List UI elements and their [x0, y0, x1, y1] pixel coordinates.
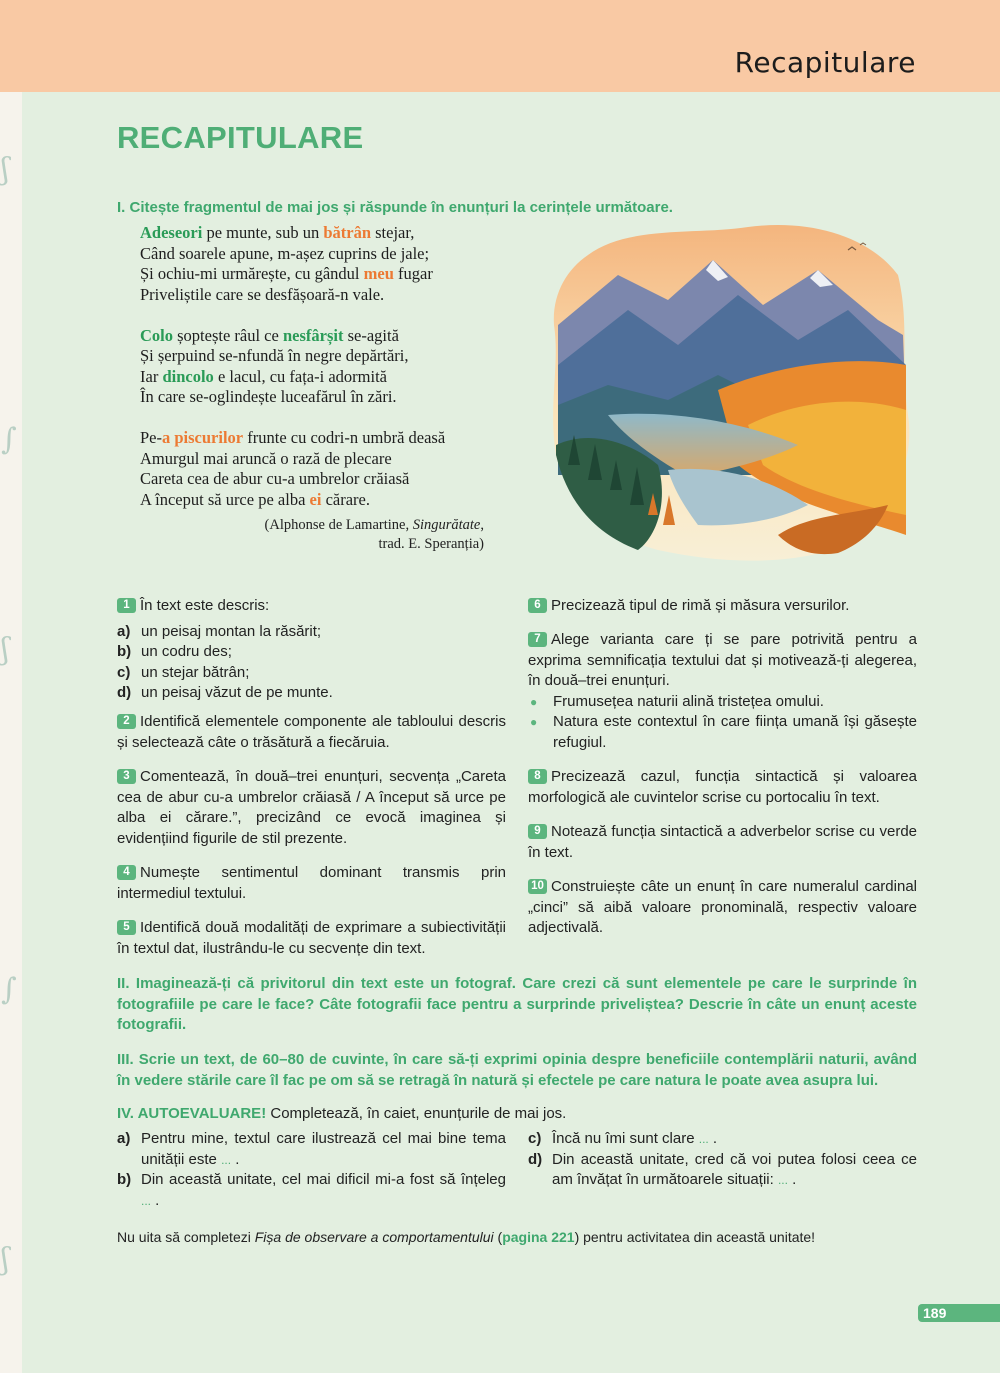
poem	[140, 223, 520, 531]
question-10: 10 Construiește câte un enunț în care numeralul cardinal „cinci” să aibă valoare pronominală, respectiv valoare adjectivală.	[528, 878, 917, 936]
decorative-glyph: ∫	[1, 972, 17, 1007]
poem-line: Și șerpuind se-nfundă în negre depărtări,	[140, 346, 409, 365]
poem-line: Adeseori pe munte, sub un bătrân stejar,	[140, 223, 415, 242]
poem-stanza	[140, 326, 520, 408]
self-eval-right	[528, 1129, 917, 1191]
poem-source: (Alphonse de Lamartine, Singurătate, trad. E. Speranția)	[264, 517, 484, 552]
question-number: 8	[528, 769, 547, 784]
page-title: RECAPITULARE	[117, 120, 364, 155]
section-4-heading: IV. AUTOEVALUARE! Completează, în caiet, enunțurile de mai jos.	[117, 1105, 567, 1122]
question-9: 9 Notează funcția sintactică a adverbelor scrise cu verde în text.	[528, 823, 917, 861]
self-eval-b: b) Din această unitate, cel mai dificil mi-a fost să înțeleg ... .	[117, 1171, 506, 1209]
question-number: 1	[117, 598, 136, 613]
header-band	[0, 0, 1000, 92]
poem-line: Amurgul mai aruncă o rază de plecare	[140, 448, 392, 468]
poem-line: Pe-a piscurilor frunte cu codri-n umbră deasă	[140, 428, 446, 447]
bullet-item: ● Natura este contextul în care ființa umană își găsește refugiul.	[528, 712, 917, 753]
self-eval-d: d) Din această unitate, cred că voi putea folosi ceea ce am învățat în următoarele situații: ... .	[528, 1150, 917, 1188]
decorative-glyph: ʃ	[1, 1242, 10, 1277]
question-2: 2 Identifică elementele componente ale tabloului descris și selectează câte o trăsătură a fiecăruia.	[117, 713, 506, 751]
section-3: III. Scrie un text, de 60–80 de cuvinte, în care să-ți exprimi opinia despre beneficiile contemplării naturii, având în vedere stările care îl fac pe om să se retragă în natură și efectele pe care natura le poate avea asupra lui.	[117, 1051, 917, 1089]
question-number: 10	[528, 879, 547, 894]
question-number: 9	[528, 824, 547, 839]
poem-line: Careta cea de abur cu-a umbrelor crăiasă	[140, 469, 410, 488]
section-2: II. Imaginează-ți că privitorul din text este un fotograf. Care crezi că sunt elementele pe care le surprinde în fotografiile pe care le face? Câte fotografii face pentru a surprinde priveliștea? Descrie în câte un enunț aceste fotografii.	[117, 975, 917, 1033]
question-number: 6	[528, 598, 547, 613]
poem-line: Când soarele apune, m-așez cuprins de jale;	[140, 243, 430, 263]
option-a: a) un peisaj montan la răsărit;	[117, 622, 322, 640]
poem-line: A început să urce pe alba ei cărare.	[140, 489, 370, 509]
self-eval-a: a) Pentru mine, textul care ilustrează cel mai bine tema unității este ... .	[117, 1130, 506, 1168]
question-1: 1 În text este descris: a) un peisaj montan la răsărit; b) un codru des; c) un stejar bătrân; d) un peisaj văzut de pe munte.	[117, 596, 506, 704]
option-c: c) un stejar bătrân;	[117, 663, 250, 681]
footer-note: Nu uita să completezi Fișa de observare a comportamentului (pagina 221) pentru activitatea din această unitate!	[117, 1229, 816, 1245]
question-number: 4	[117, 865, 136, 880]
question-8: 8 Precizează cazul, funcția sintactică și valoarea morfologică ale cuvintelor scrise cu portocaliu în text.	[528, 768, 917, 806]
decorative-side-strip	[0, 92, 22, 1373]
bullet-dot-icon: ●	[530, 694, 538, 709]
page-number: 189	[918, 1304, 1000, 1322]
decorative-glyph: ʃ	[1, 152, 10, 187]
self-eval-c: c) Încă nu îmi sunt clare ... .	[528, 1130, 718, 1147]
header-label: Recapitulare	[734, 46, 916, 79]
bullet-item: ● Frumusețea naturii alină tristețea omului.	[528, 692, 917, 713]
self-eval-left	[117, 1129, 506, 1211]
question-number: 2	[117, 714, 136, 729]
option-b: b) un codru des;	[117, 643, 232, 660]
bullet-dot-icon: ●	[530, 715, 538, 729]
question-number: 5	[117, 920, 136, 935]
decorative-glyph: ʃ	[1, 632, 10, 667]
poem-stanza	[140, 223, 520, 305]
question-4: 4 Numește sentimentul dominant transmis prin intermediul textului.	[117, 864, 506, 902]
question-5: 5 Identifică două modalități de exprimare a subiectivității în textul dat, ilustrându-le cu secvențe din text.	[117, 919, 506, 957]
question-number: 7	[528, 632, 547, 647]
poem-stanza	[140, 428, 520, 510]
option-d: d) un peisaj văzut de pe munte.	[117, 684, 333, 701]
poem-line: Colo șoptește râul ce nesfârșit se-agită	[140, 325, 399, 345]
mountain-landscape-illustration	[548, 215, 914, 570]
decorative-glyph: ∫	[1, 422, 17, 457]
poem-line: Și ochiu-mi urmărește, cu gândul meu fugar	[140, 264, 433, 283]
section-1-instruction: I. Citește fragmentul de mai jos și răspunde în enunțuri la cerințele următoare.	[117, 199, 673, 216]
poem-line: Priveliștile care se desfășoară-n vale.	[140, 284, 385, 304]
poem-line: Iar dincolo e lacul, cu fața-i adormită	[140, 366, 387, 386]
poem-line: În care se-oglindește luceafărul în zări.	[140, 387, 397, 406]
question-7: 7 Alege varianta care ți se pare potrivită pentru a exprima semnificația textului dat și motivează-ți alegerea, în două–trei enunțuri. ● Frumusețea naturii alină tristețea omului. ● Natura este contextul în care ființa umană își găsește refugiul.	[528, 630, 917, 753]
question-6: 6 Precizează tipul de rimă și măsura versurilor.	[528, 596, 917, 617]
question-number: 3	[117, 769, 136, 784]
question-3: 3 Comentează, în două–trei enunțuri, secvența „Careta cea de abur cu-a umbrelor crăiasă / A început să urce pe alba ei cărare.”, precizând ce evocă imaginea și evidențiind figurile de stil prezente.	[117, 768, 506, 847]
page-reference-link[interactable]: pagina 221	[502, 1229, 575, 1245]
